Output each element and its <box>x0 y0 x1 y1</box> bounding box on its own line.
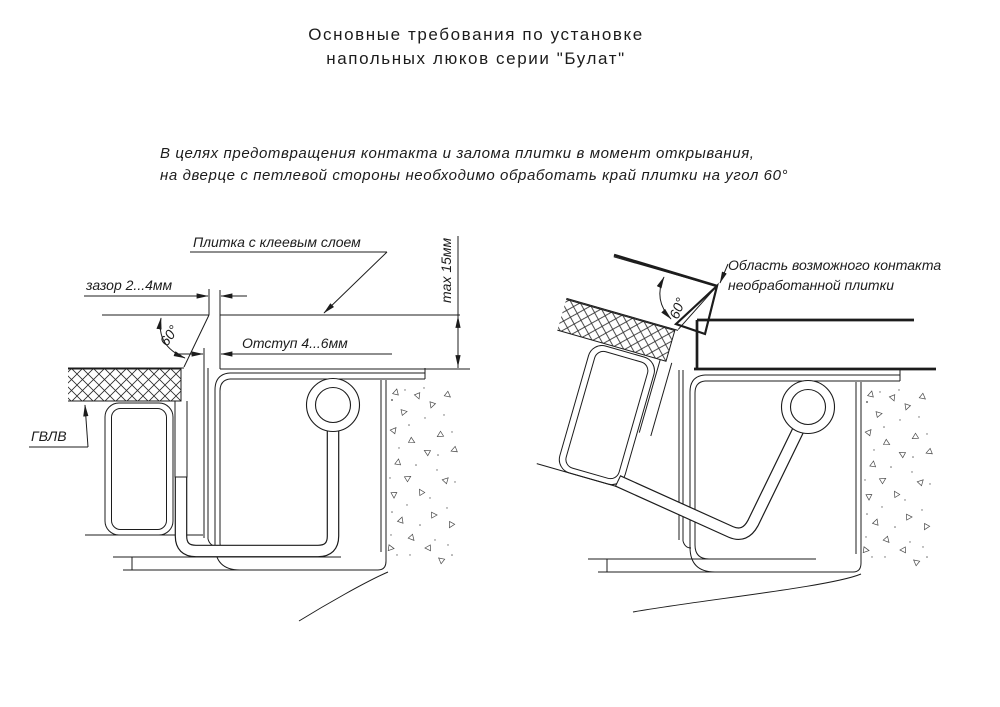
note-line1: В целях предотвращения контакта и залома плитки в момент открывания, <box>160 145 755 162</box>
frame-corner-fillet-outer <box>215 373 230 390</box>
left-view-closed-hatch <box>29 234 470 621</box>
tile-glue-leader <box>324 252 387 313</box>
gvlv-leader <box>85 405 88 447</box>
left-view-dimensions <box>29 234 458 447</box>
fixed-floor-tile <box>220 290 470 369</box>
hinge-arm-open <box>615 410 808 534</box>
gap-label: зазор 2...4мм <box>86 277 173 293</box>
hinge-pivot-inner <box>316 388 351 423</box>
door-assembly-tilted <box>520 247 716 497</box>
frame-right-wall-outer <box>378 380 386 570</box>
frame-corner-fillet-inner <box>220 379 230 391</box>
unprocessed-tile-top-thick <box>614 255 717 286</box>
gvlv-panel-hatched <box>68 369 181 401</box>
header <box>160 25 788 184</box>
door-profile-outer <box>105 403 173 535</box>
hinge-arm-closed <box>175 405 334 551</box>
angle-label: 60° <box>156 322 182 349</box>
ground-break-line <box>299 572 388 621</box>
tile-glue-label: Плитка с клеевым слоем <box>193 234 361 250</box>
angle-label-right: 60° <box>665 295 689 322</box>
contact-leader <box>720 264 728 283</box>
page-title-line2: напольных люков серии "Булат" <box>326 49 626 68</box>
note-line2: на дверце с петлевой стороны необходимо обработать край плитки на угол 60° <box>160 167 789 184</box>
contact-label-line1: Область возможного контакта <box>728 257 942 273</box>
door-assembly <box>68 315 209 535</box>
offset-label: Отступ 4...6мм <box>242 335 348 351</box>
max-height-label: max 15мм <box>438 237 454 303</box>
concrete-speckles <box>388 387 457 563</box>
right-view-callouts <box>660 257 941 321</box>
ground-break-line-right <box>633 574 861 612</box>
contact-label-line2: необработанной плитки <box>728 277 894 293</box>
gvlv-label: ГВЛВ <box>31 428 67 444</box>
hinge-pivot-inner-right <box>791 390 826 425</box>
right-view-opening-hatch <box>520 247 941 612</box>
hinge-arm-open-body <box>618 410 808 534</box>
page-title-line1: Основные требования по установке <box>308 25 644 44</box>
door-tile-bevel-60 <box>184 315 209 367</box>
door-profile-inner <box>112 409 167 530</box>
